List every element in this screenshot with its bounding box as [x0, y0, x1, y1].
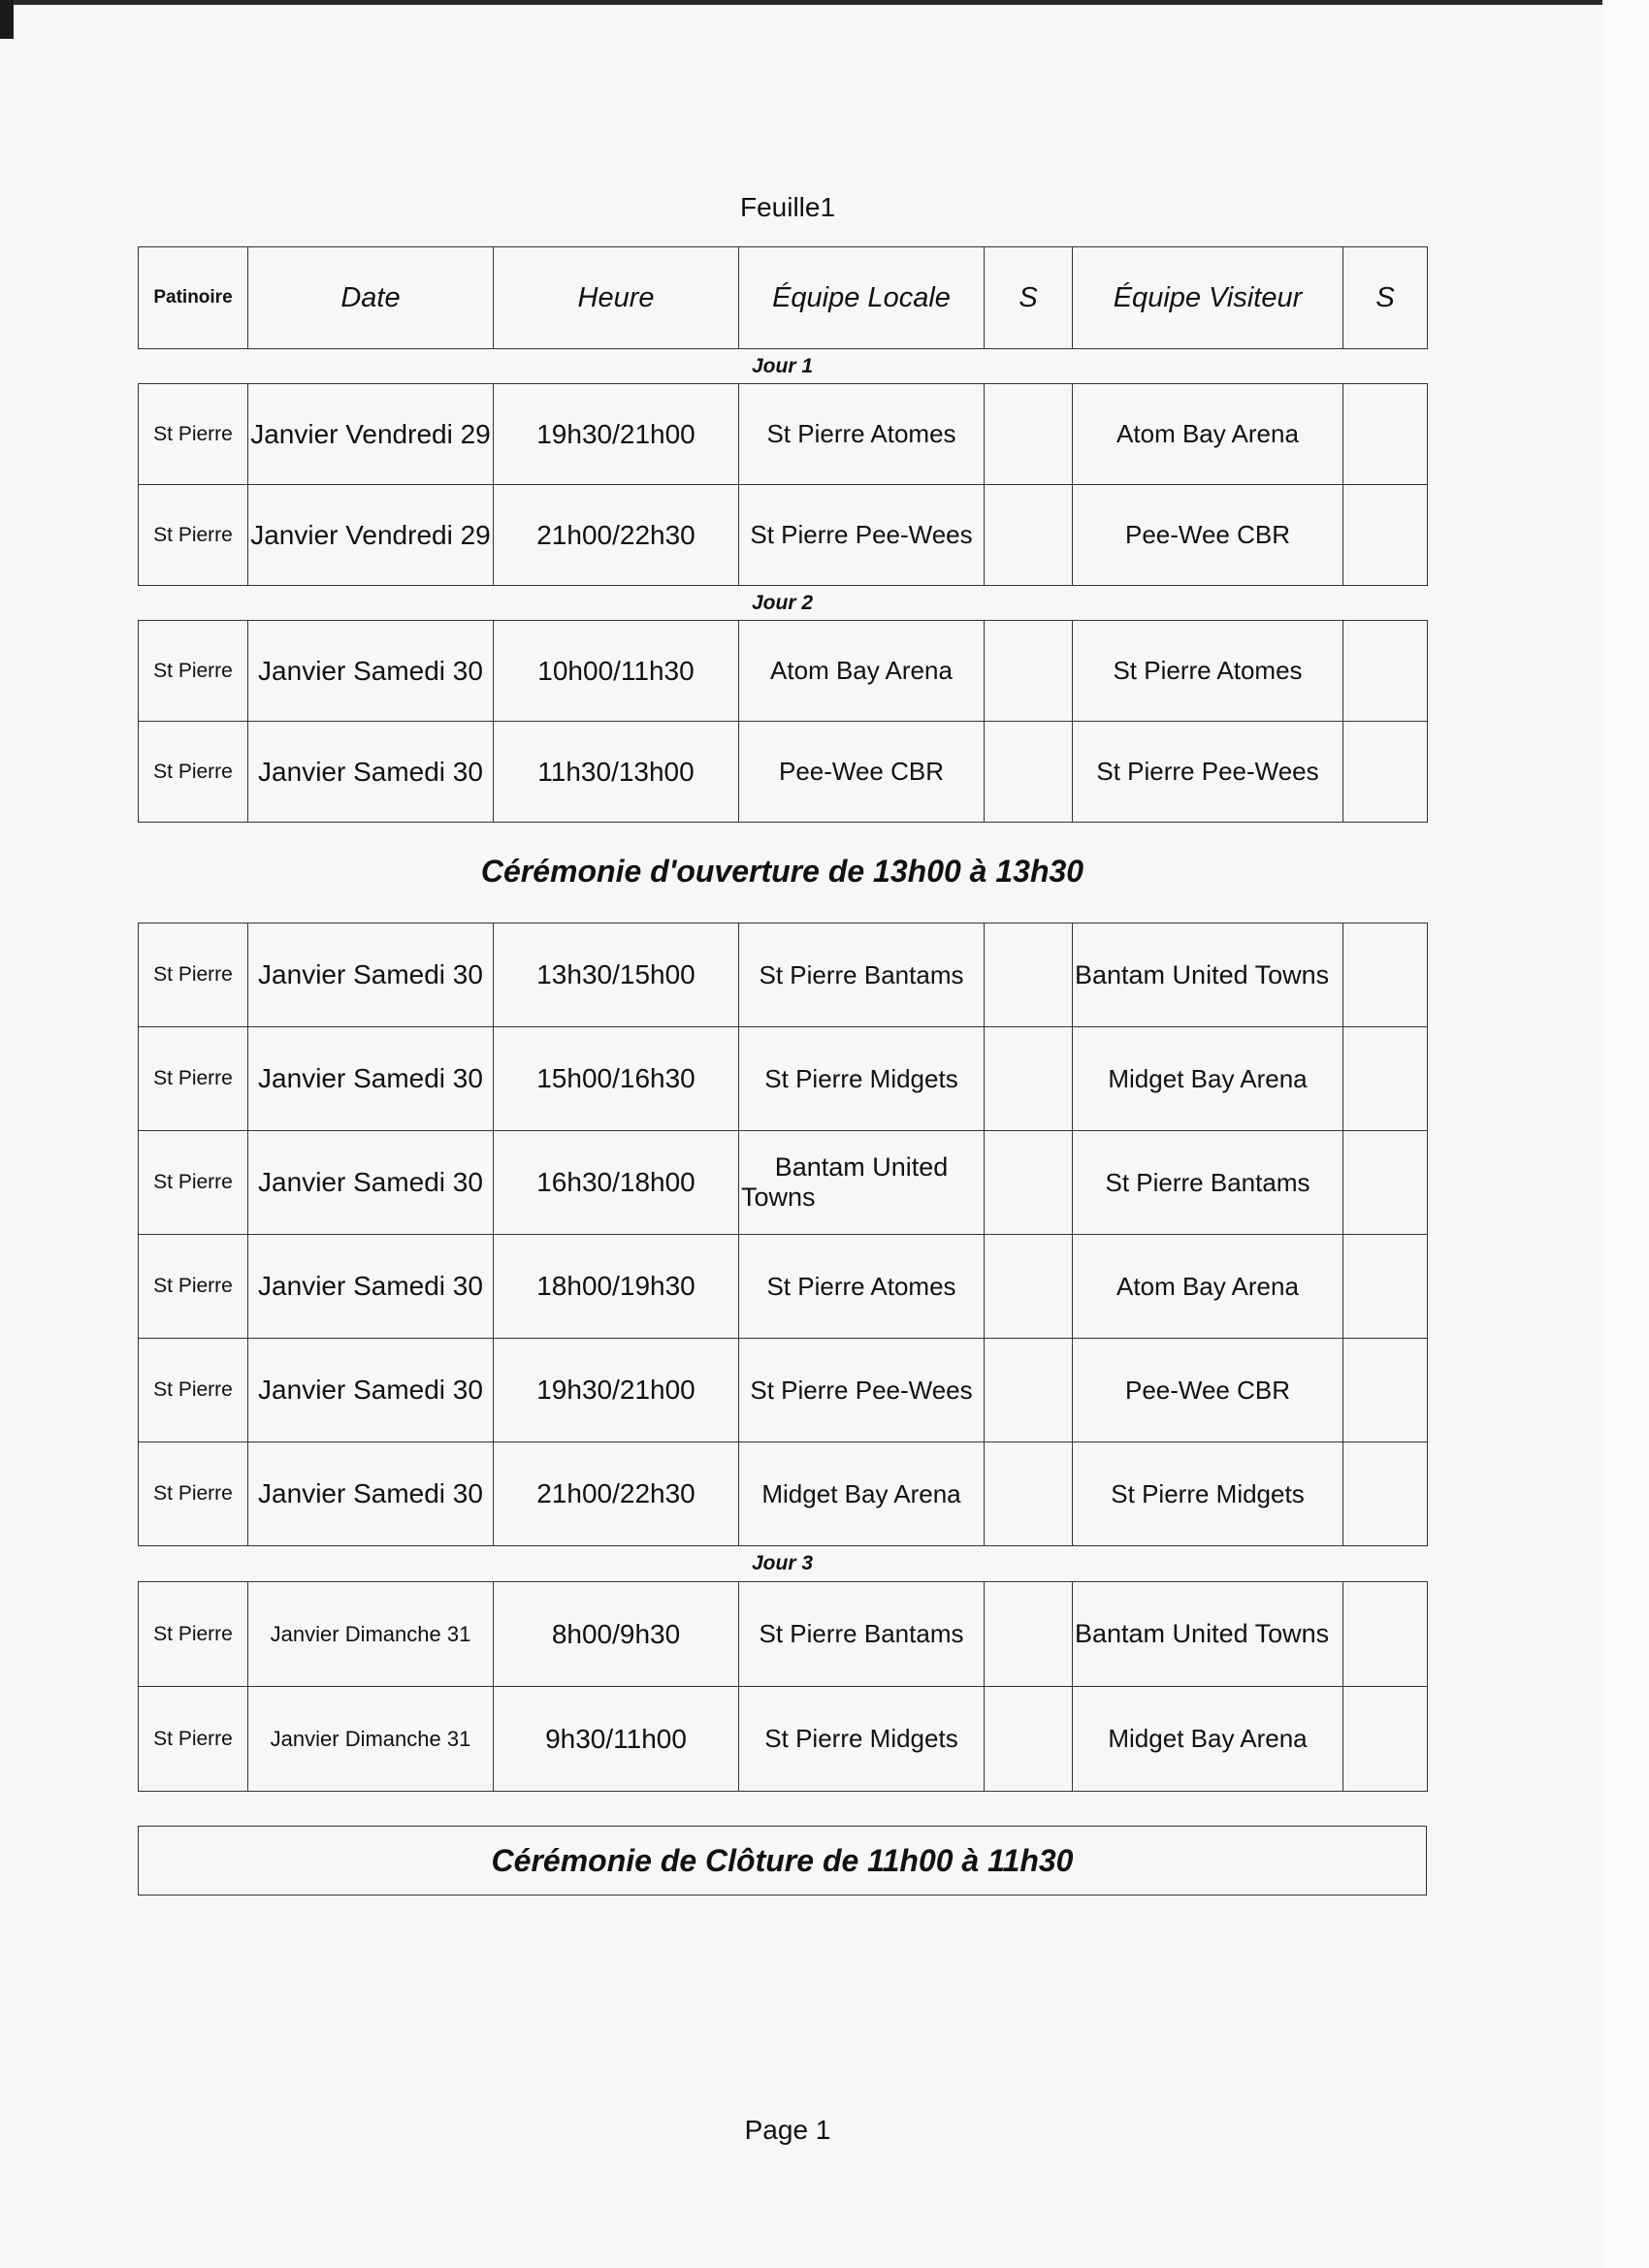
header-rink: Patinoire	[139, 247, 248, 349]
visitor-team-cell: Pee-Wee CBR	[1073, 1339, 1343, 1442]
table-row	[139, 1442, 1428, 1546]
header-visitor-score: S	[1343, 247, 1428, 349]
time-cell: 8h00/9h30	[494, 1582, 739, 1687]
date-cell: Janvier Samedi 30	[248, 621, 494, 722]
scan-border-top	[0, 0, 1649, 5]
date-cell: Janvier Samedi 30	[248, 722, 494, 823]
home-team-cell: Pee-Wee CBR	[739, 722, 985, 823]
visitor-score-cell	[1343, 384, 1428, 485]
scan-border-right	[1602, 0, 1649, 2268]
home-team-cell: St Pierre Bantams	[739, 1582, 985, 1687]
rink-cell: St Pierre	[139, 923, 248, 1027]
time-cell: 18h00/19h30	[494, 1235, 739, 1339]
table-row	[139, 384, 1428, 485]
rink-cell: St Pierre	[139, 1027, 248, 1131]
visitor-score-cell	[1343, 485, 1428, 586]
games-table-day2-afternoon	[138, 923, 1428, 1546]
table-row	[139, 485, 1428, 586]
date-cell: Janvier Samedi 30	[248, 1339, 494, 1442]
date-cell: Janvier Dimanche 31	[248, 1687, 494, 1792]
rink-cell: St Pierre	[139, 1235, 248, 1339]
home-team-cell: St Pierre Pee-Wees	[739, 1339, 985, 1442]
time-cell: 9h30/11h00	[494, 1687, 739, 1792]
header-row	[139, 247, 1428, 349]
home-score-cell	[985, 1582, 1073, 1687]
rink-cell: St Pierre	[139, 1687, 248, 1792]
table-row	[139, 1027, 1428, 1131]
home-team-cell: St Pierre Midgets	[739, 1687, 985, 1792]
visitor-team-cell: Pee-Wee CBR	[1073, 485, 1343, 586]
rink-cell: St Pierre	[139, 1131, 248, 1235]
date-cell: Janvier Samedi 30	[248, 1235, 494, 1339]
home-team-cell: Midget Bay Arena	[739, 1442, 985, 1546]
rink-cell: St Pierre	[139, 722, 248, 823]
time-cell: 13h30/15h00	[494, 923, 739, 1027]
time-cell: 16h30/18h00	[494, 1131, 739, 1235]
home-team-cell: St Pierre Midgets	[739, 1027, 985, 1131]
table-row	[139, 722, 1428, 823]
date-cell: Janvier Samedi 30	[248, 1442, 494, 1546]
header-date: Date	[248, 247, 494, 349]
visitor-score-cell	[1343, 1235, 1428, 1339]
closing-ceremony-note: Cérémonie de Clôture de 11h00 à 11h30	[138, 1826, 1427, 1895]
games-table-day1	[138, 383, 1428, 586]
table-row	[139, 1235, 1428, 1339]
rink-cell: St Pierre	[139, 1442, 248, 1546]
visitor-team-cell: Atom Bay Arena	[1073, 384, 1343, 485]
date-cell: Janvier Samedi 30	[248, 923, 494, 1027]
visitor-score-cell	[1343, 1131, 1428, 1235]
home-team-cell: St Pierre Bantams	[739, 923, 985, 1027]
header-time: Heure	[494, 247, 739, 349]
visitor-score-cell	[1343, 1339, 1428, 1442]
opening-ceremony-note: Cérémonie d'ouverture de 13h00 à 13h30	[480, 854, 1084, 889]
date-cell: Janvier Samedi 30	[248, 1131, 494, 1235]
home-score-cell	[985, 1339, 1073, 1442]
scan-corner-mark	[0, 0, 14, 39]
visitor-team-cell: St Pierre Midgets	[1073, 1442, 1343, 1546]
games-table-day3	[138, 1581, 1428, 1792]
time-cell: 19h30/21h00	[494, 384, 739, 485]
visitor-score-cell	[1343, 621, 1428, 722]
visitor-team-cell: St Pierre Atomes	[1073, 621, 1343, 722]
date-cell: Janvier Vendredi 29	[248, 485, 494, 586]
time-cell: 19h30/21h00	[494, 1339, 739, 1442]
visitor-score-cell	[1343, 1027, 1428, 1131]
home-score-cell	[985, 923, 1073, 1027]
time-cell: 21h00/22h30	[494, 1442, 739, 1546]
rink-cell: St Pierre	[139, 1582, 248, 1687]
time-cell: 15h00/16h30	[494, 1027, 739, 1131]
time-cell: 11h30/13h00	[494, 722, 739, 823]
visitor-team-cell: Midget Bay Arena	[1073, 1027, 1343, 1131]
time-cell: 10h00/11h30	[494, 621, 739, 722]
table-row	[139, 621, 1428, 722]
rink-cell: St Pierre	[139, 621, 248, 722]
header-table	[138, 246, 1428, 349]
date-cell: Janvier Vendredi 29	[248, 384, 494, 485]
home-team-cell: Atom Bay Arena	[739, 621, 985, 722]
table-row	[139, 923, 1428, 1027]
home-score-cell	[985, 1027, 1073, 1131]
visitor-score-cell	[1343, 722, 1428, 823]
sheet-title: Feuille1	[739, 192, 836, 222]
header-home-score: S	[985, 247, 1073, 349]
visitor-score-cell	[1343, 1442, 1428, 1546]
header-visitor-team: Équipe Visiteur	[1073, 247, 1343, 349]
visitor-score-cell	[1343, 923, 1428, 1027]
visitor-team-cell: Bantam United Towns	[1073, 923, 1343, 1027]
visitor-team-cell: Midget Bay Arena	[1073, 1687, 1343, 1792]
date-cell: Janvier Samedi 30	[248, 1027, 494, 1131]
home-score-cell	[985, 722, 1073, 823]
home-score-cell	[985, 1235, 1073, 1339]
visitor-team-cell: St Pierre Pee-Wees	[1073, 722, 1343, 823]
visitor-team-cell: Atom Bay Arena	[1073, 1235, 1343, 1339]
home-score-cell	[985, 1442, 1073, 1546]
time-cell: 21h00/22h30	[494, 485, 739, 586]
day-label-1: Jour 1	[751, 355, 814, 377]
home-team-cell: St Pierre Atomes	[739, 1235, 985, 1339]
home-score-cell	[985, 485, 1073, 586]
table-row	[139, 1131, 1428, 1235]
day-label-3: Jour 3	[751, 1552, 814, 1574]
table-row	[139, 1339, 1428, 1442]
home-score-cell	[985, 1131, 1073, 1235]
rink-cell: St Pierre	[139, 485, 248, 586]
home-team-cell: Bantam United Towns	[739, 1131, 985, 1235]
table-row	[139, 1687, 1428, 1792]
home-score-cell	[985, 384, 1073, 485]
visitor-score-cell	[1343, 1687, 1428, 1792]
home-score-cell	[985, 1687, 1073, 1792]
home-team-cell: St Pierre Pee-Wees	[739, 485, 985, 586]
table-row	[139, 1582, 1428, 1687]
visitor-team-cell: St Pierre Bantams	[1073, 1131, 1343, 1235]
page-number: Page 1	[744, 2115, 831, 2145]
rink-cell: St Pierre	[139, 1339, 248, 1442]
day-label-2: Jour 2	[751, 592, 814, 614]
home-team-cell: St Pierre Atomes	[739, 384, 985, 485]
date-cell: Janvier Dimanche 31	[248, 1582, 494, 1687]
home-score-cell	[985, 621, 1073, 722]
header-home-team: Équipe Locale	[739, 247, 985, 349]
visitor-team-cell: Bantam United Towns	[1073, 1582, 1343, 1687]
games-table-day2-morning	[138, 620, 1428, 823]
visitor-score-cell	[1343, 1582, 1428, 1687]
rink-cell: St Pierre	[139, 384, 248, 485]
